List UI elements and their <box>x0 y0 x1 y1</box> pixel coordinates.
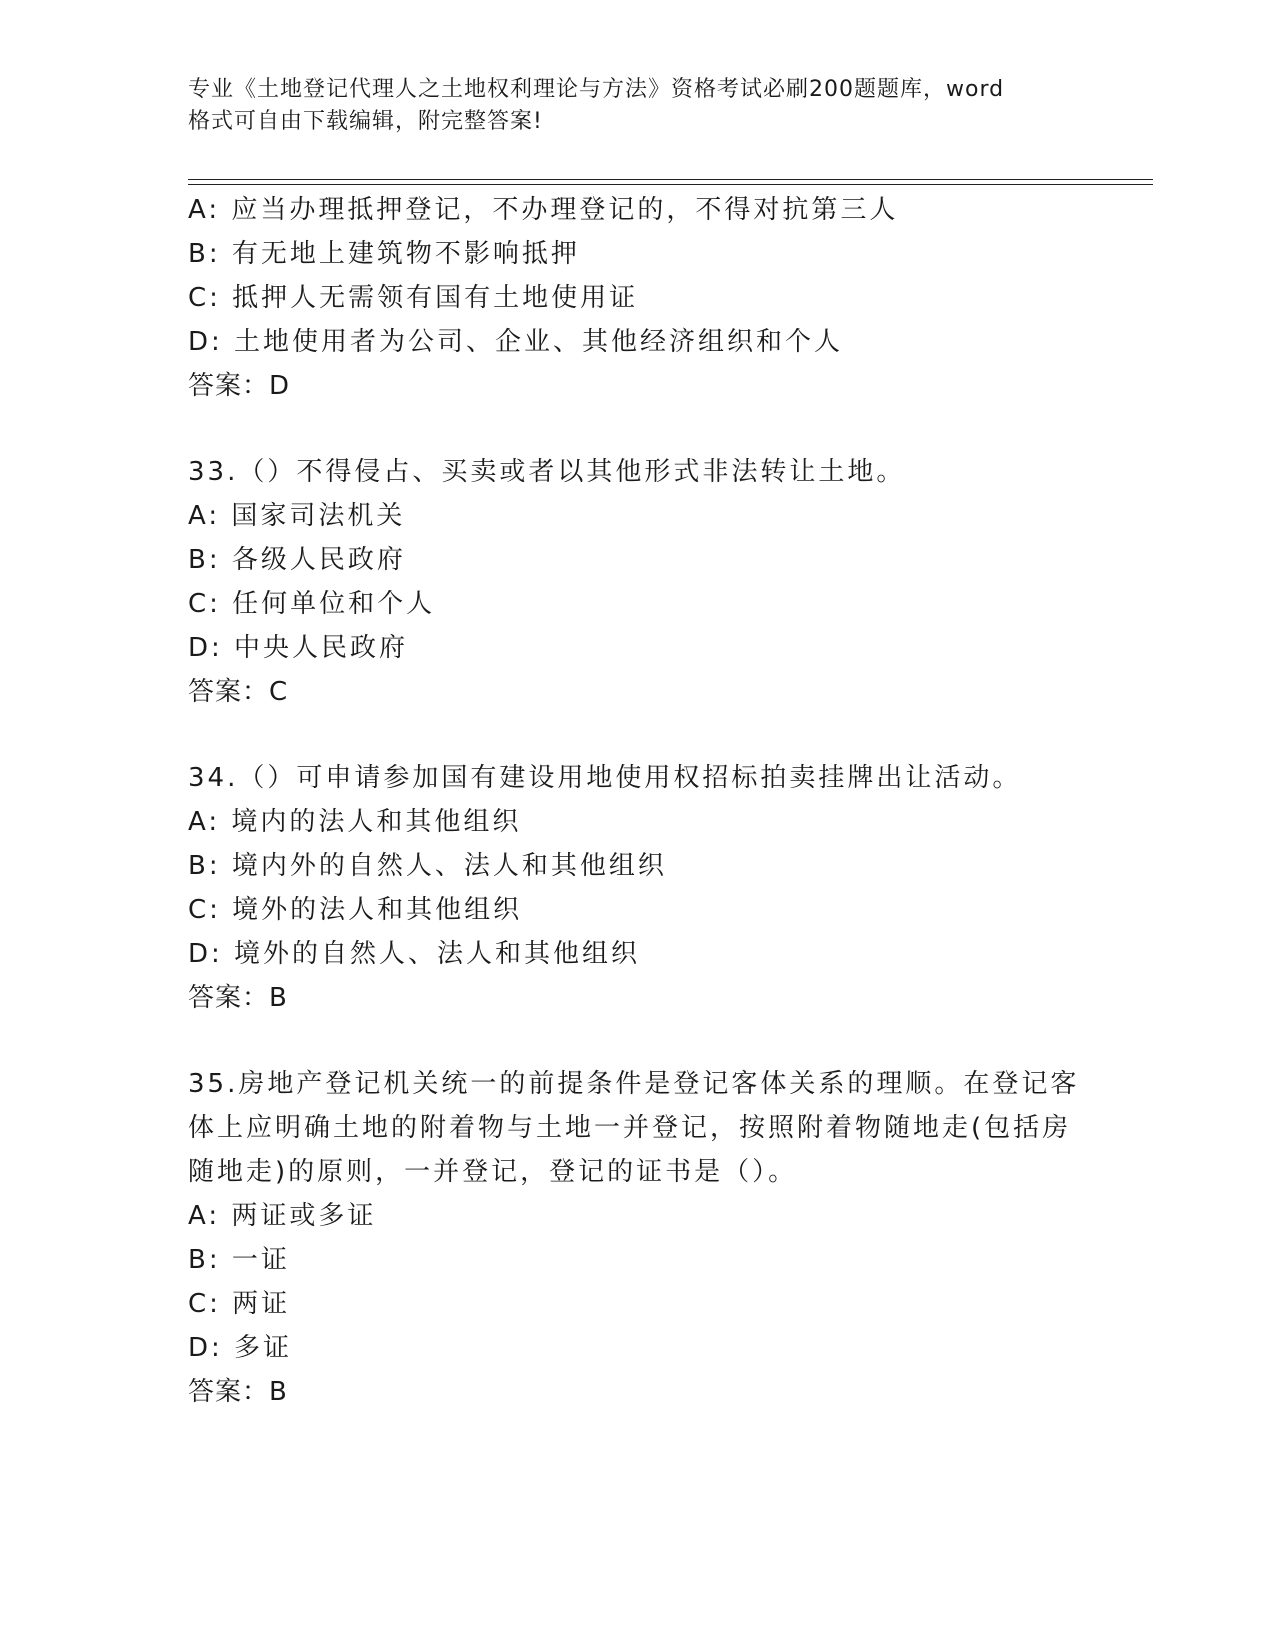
q35-option-d: D: 多证 <box>188 1333 293 1363</box>
q34-option-a: A: 境内的法人和其他组织 <box>188 807 522 837</box>
q35-question-line-3: 随地走)的原则，一并登记，登记的证书是（）。 <box>188 1157 798 1187</box>
q35-option-a: A: 两证或多证 <box>188 1201 377 1231</box>
header-line-1: 专业《土地登记代理人之土地权利理论与方法》资格考试必刷200题题库，word <box>188 77 1005 102</box>
q33-option-c: C: 任何单位和个人 <box>188 589 436 619</box>
q33-answer: 答案：C <box>188 677 289 707</box>
q34-answer: 答案：B <box>188 983 288 1013</box>
q33-option-a: A: 国家司法机关 <box>188 501 406 531</box>
q33-question: 33.（）不得侵占、买卖或者以其他形式非法转让土地。 <box>188 457 906 487</box>
q32-option-d: D: 土地使用者为公司、企业、其他经济组织和个人 <box>188 327 844 357</box>
header-line-2: 格式可自由下载编辑，附完整答案! <box>188 109 543 134</box>
q35-option-b: B: 一证 <box>188 1245 290 1275</box>
document-header <box>188 74 1088 138</box>
q35-answer: 答案：B <box>188 1377 288 1407</box>
header-divider-top <box>188 179 1153 180</box>
q32-answer: 答案：D <box>188 371 291 401</box>
q35-option-c: C: 两证 <box>188 1289 291 1319</box>
q32-option-a: A: 应当办理抵押登记，不办理登记的，不得对抗第三人 <box>188 195 899 225</box>
q35-question-line-1: 35.房地产登记机关统一的前提条件是登记客体关系的理顺。在登记客 <box>188 1069 1080 1099</box>
q34-option-d: D: 境外的自然人、法人和其他组织 <box>188 939 641 969</box>
q32-option-c: C: 抵押人无需领有国有土地使用证 <box>188 283 639 313</box>
q33-option-d: D: 中央人民政府 <box>188 633 409 663</box>
q34-option-b: B: 境内外的自然人、法人和其他组织 <box>188 851 667 881</box>
q33-option-b: B: 各级人民政府 <box>188 545 406 575</box>
q35-question-line-2: 体上应明确土地的附着物与土地一并登记，按照附着物随地走(包括房 <box>188 1113 1072 1143</box>
q34-question: 34.（）可申请参加国有建设用地使用权招标拍卖挂牌出让活动。 <box>188 763 1022 793</box>
q34-option-c: C: 境外的法人和其他组织 <box>188 895 523 925</box>
header-divider-bottom <box>188 184 1153 185</box>
q32-option-b: B: 有无地上建筑物不影响抵押 <box>188 239 580 269</box>
